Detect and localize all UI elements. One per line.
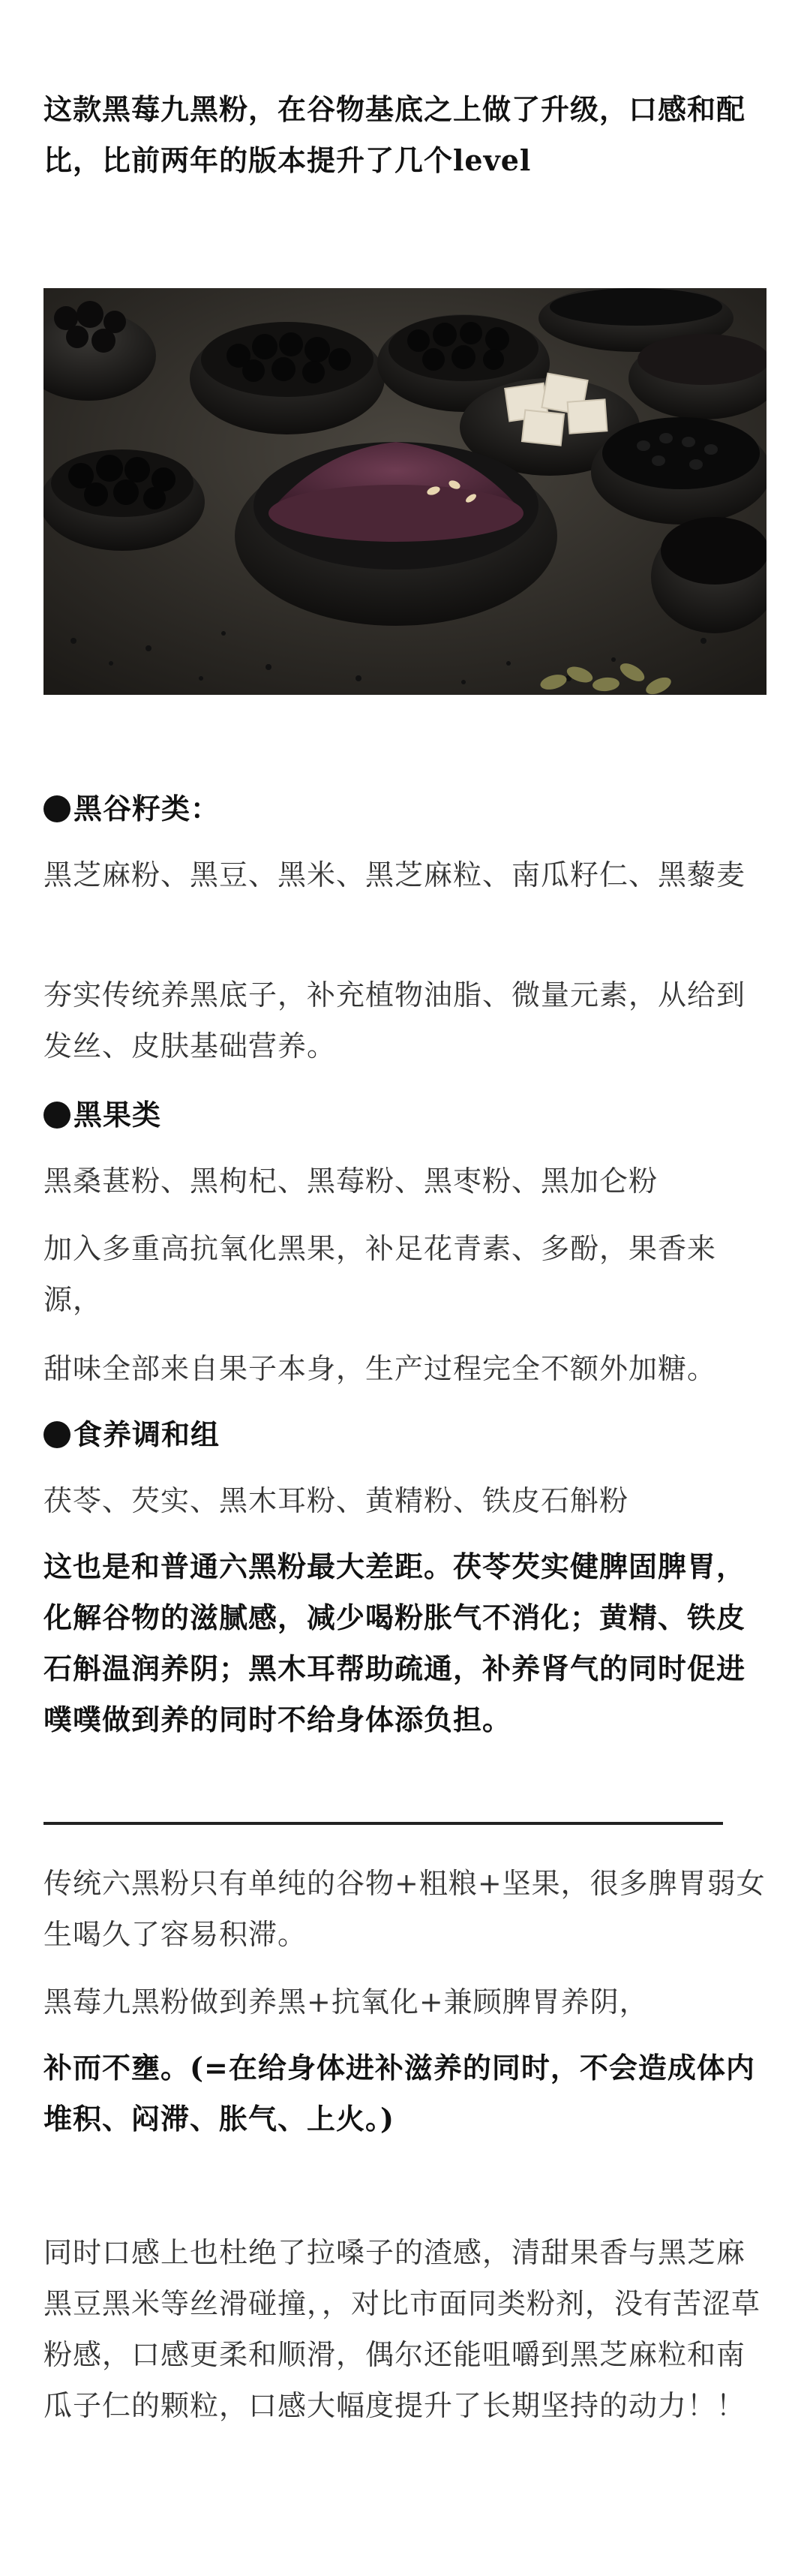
- section-heading-text: 黑谷籽类：: [74, 792, 220, 825]
- divider: [44, 1822, 723, 1825]
- intro-paragraph: 这款黑莓九黑粉，在谷物基底之上做了升级，口感和配比，比前两年的版本提升了几个level: [44, 92, 746, 177]
- fruits-items: 黑桑葚粉、黑枸杞、黑莓粉、黑枣粉、黑加仑粉: [44, 1165, 658, 1198]
- fruits-description-1: 加入多重高抗氧化黑果，补足花青素、多酚，果香来源，: [44, 1232, 717, 1316]
- compare-paragraph-2: 黑莓九黑粉做到养黑+抗氧化+兼顾脾胃养阴，: [44, 1985, 649, 2018]
- texture-paragraph: 同时口感上也杜绝了拉嗓子的渣感，清甜果香与黑芝麻黑豆黑米等丝滑碰撞，，对比市面同类粉剂，没有苦涩草粉感，口感更柔和顺滑，偶尔还能咀嚼到黑芝麻粒和南瓜子仁的颗粒，口感大幅度提升了长期坚持的动力！！: [44, 2236, 761, 2422]
- section-heading-text: 食养调和组: [74, 1417, 220, 1451]
- section-heading-text: 黑果类: [74, 1098, 162, 1132]
- fruits-description-2: 甜味全部来自果子本身，生产过程完全不额外加糖。: [44, 1352, 717, 1385]
- grains-description: 夯实传统养黑底子，补充植物油脂、微量元素，从给到发丝、皮肤基础营养。: [44, 978, 746, 1063]
- compare-paragraph-1: 传统六黑粉只有单纯的谷物+粗粮+坚果，很多脾胃弱女生喝久了容易积滞。: [44, 1867, 766, 1951]
- grain-bowls-illustration: [44, 288, 766, 695]
- section-heading-fruits: [44, 1090, 766, 1141]
- product-photo: [44, 288, 766, 695]
- grains-items: 黑芝麻粉、黑豆、黑米、黑芝麻粒、南瓜籽仁、黑藜麦: [44, 858, 746, 891]
- herbal-items: 茯苓、芡实、黑木耳粉、黄精粉、铁皮石斛粉: [44, 1484, 629, 1517]
- section-heading-grains: [44, 783, 766, 834]
- section-heading-herbal: [44, 1409, 766, 1460]
- herbal-description: 这也是和普通六黑粉最大差距。茯苓芡实健脾固脾胃，化解谷物的滋腻感，减少喝粉胀气不消化；黄精、铁皮石斛温润养阴；黑木耳帮助疏通，补养肾气的同时促进噗噗做到养的同时不给身体添负担。: [44, 1550, 746, 1736]
- bullet-icon: [44, 795, 70, 822]
- bullet-icon: [44, 1102, 70, 1129]
- compare-paragraph-3: 补而不壅。(=在给身体进补滋养的同时，不会造成体内堆积、闷滞、胀气、上火。): [44, 2051, 755, 2136]
- bullet-icon: [44, 1421, 70, 1448]
